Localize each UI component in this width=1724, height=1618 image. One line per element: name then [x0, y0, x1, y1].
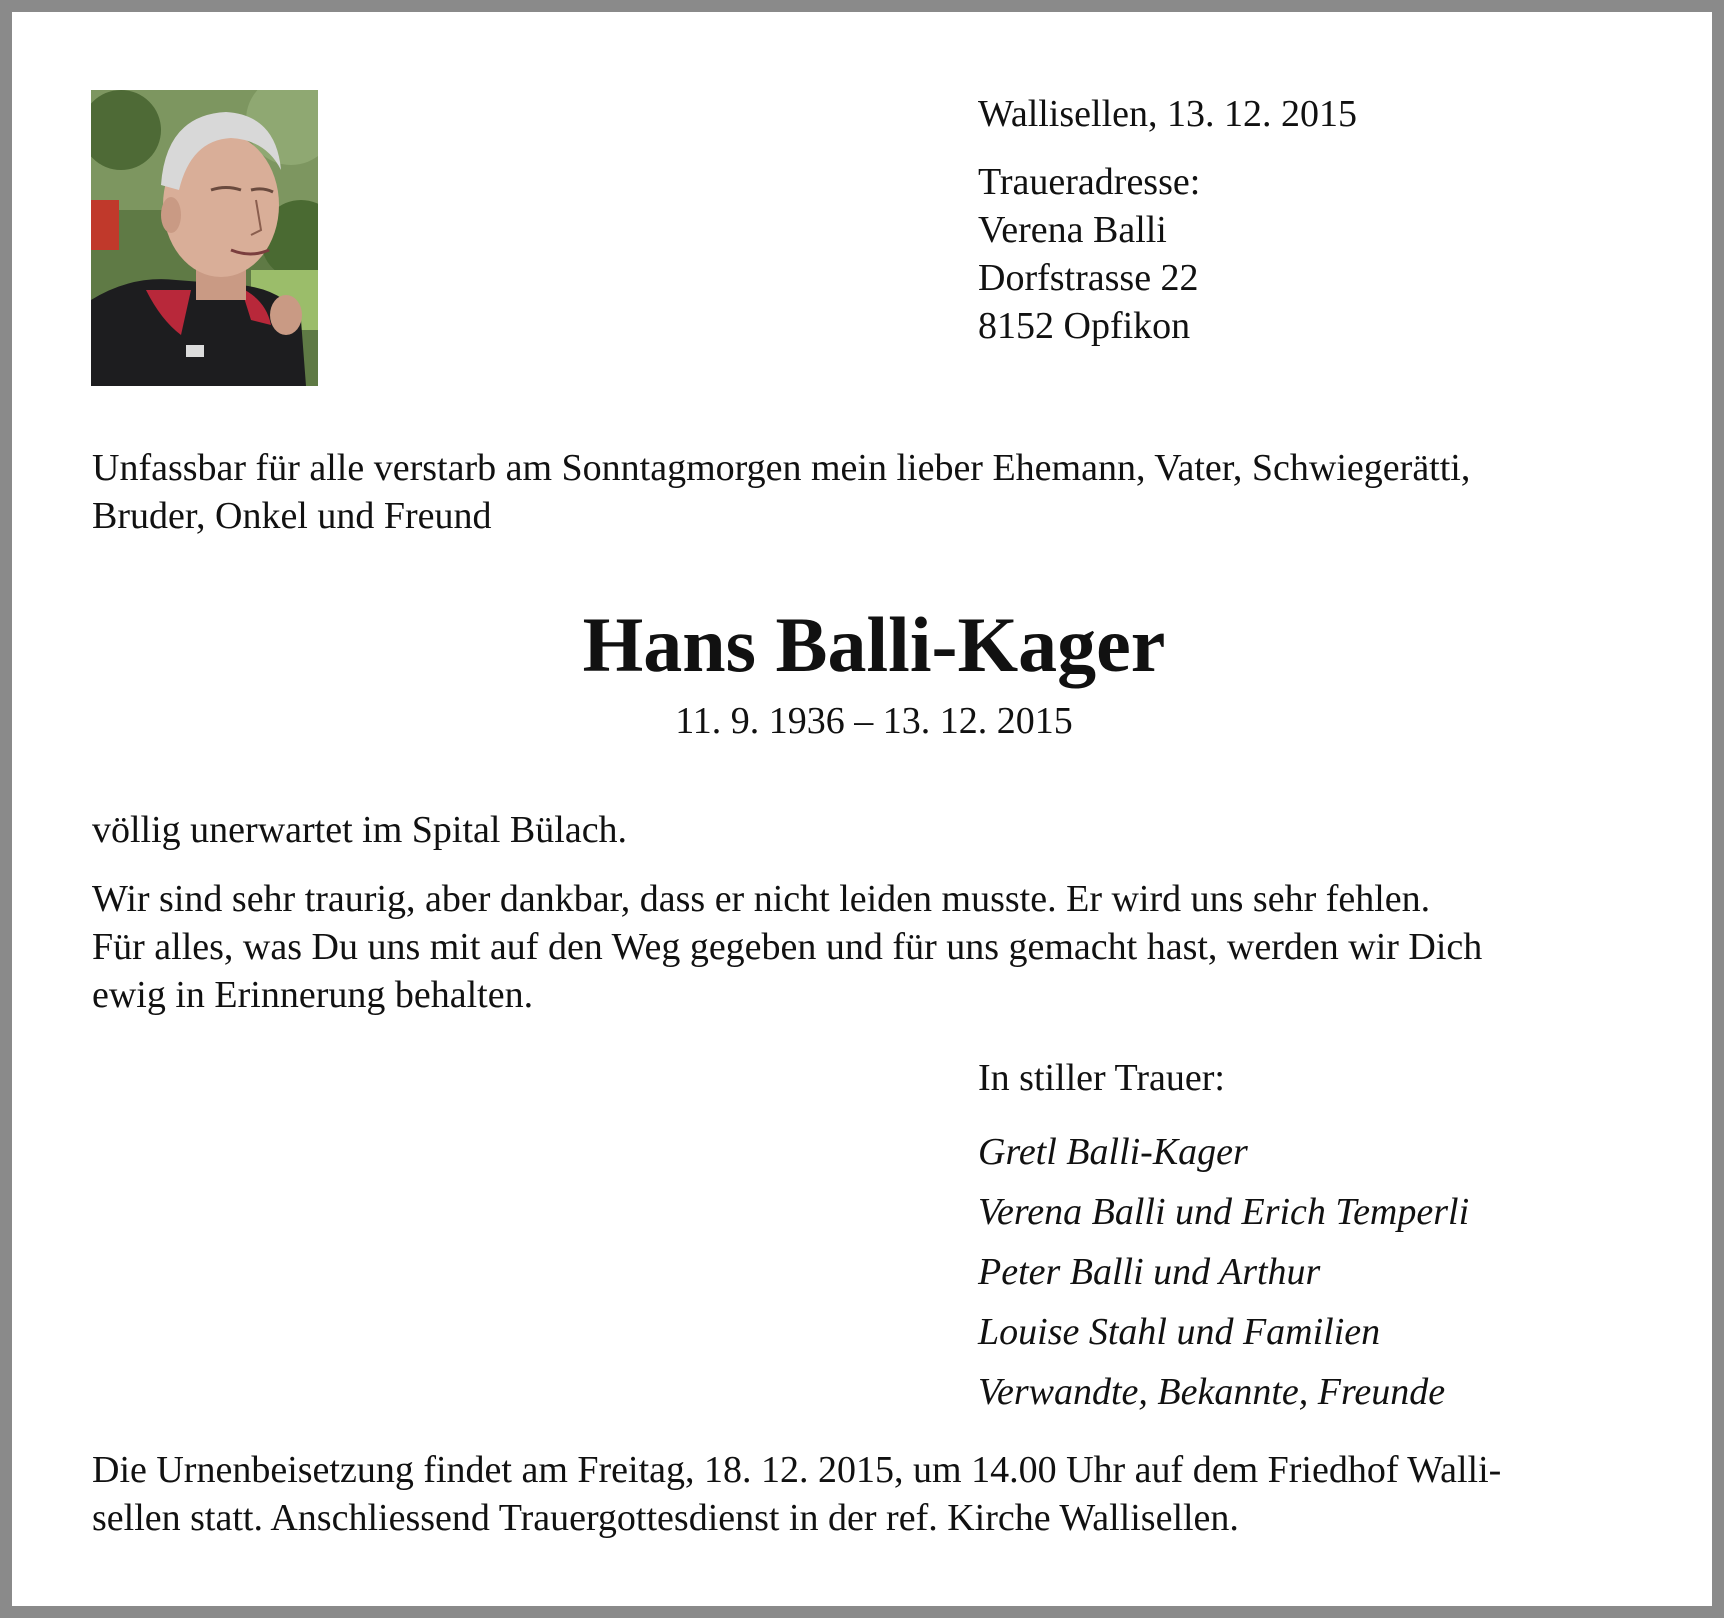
address-city: 8152 Opfikon — [978, 305, 1191, 347]
mourner-name: Verena Balli und Erich Temperli — [978, 1191, 1470, 1233]
deceased-name: Hans Balli-Kager — [582, 601, 1166, 688]
mourner-name: Peter Balli und Arthur — [978, 1251, 1321, 1293]
place-date: Wallisellen, 13. 12. 2015 — [978, 93, 1357, 135]
tribute-line: Wir sind sehr traurig, aber dankbar, dass er nicht leiden musste. Er wird uns sehr fehlen. — [92, 878, 1431, 920]
mourner-name: Gretl Balli-Kager — [978, 1131, 1248, 1173]
mourner-name: Louise Stahl und Familien — [978, 1311, 1381, 1353]
funeral-line: sellen statt. Anschliessend Trauergottesdienst in der ref. Kirche Wallisellen. — [92, 1497, 1239, 1539]
mourner-name: Verwandte, Bekannte, Freunde — [978, 1371, 1446, 1413]
intro-text — [92, 444, 1652, 540]
mourners-list — [978, 1122, 1469, 1422]
funeral-line: Die Urnenbeisetzung findet am Freitag, 18. 12. 2015, um 14.00 Uhr auf dem Friedhof Walli- — [92, 1449, 1502, 1491]
tribute-line: Für alles, was Du uns mit auf den Weg gegeben und für uns gemacht hast, werden wir Dich — [92, 926, 1483, 968]
address-label: Traueradresse: — [978, 161, 1201, 203]
intro-line: Unfassbar für alle verstarb am Sonntagmorgen mein lieber Ehemann, Vater, Schwiegerätti, — [92, 447, 1471, 489]
place-of-death: völlig unerwartet im Spital Bülach. — [92, 809, 628, 851]
life-dates: 11. 9. 1936 – 13. 12. 2015 — [675, 700, 1073, 742]
tribute-text — [92, 875, 1652, 1019]
mourning-heading: In stiller Trauer: — [978, 1057, 1225, 1099]
portrait-photo — [91, 90, 318, 386]
address-street: Dorfstrasse 22 — [978, 257, 1199, 299]
tribute-line: ewig in Erinnerung behalten. — [92, 974, 534, 1016]
funeral-notice — [92, 1446, 1652, 1542]
obituary-page — [12, 12, 1712, 1606]
address-name: Verena Balli — [978, 209, 1167, 251]
address-block — [978, 90, 1357, 350]
intro-line: Bruder, Onkel und Freund — [92, 495, 492, 537]
